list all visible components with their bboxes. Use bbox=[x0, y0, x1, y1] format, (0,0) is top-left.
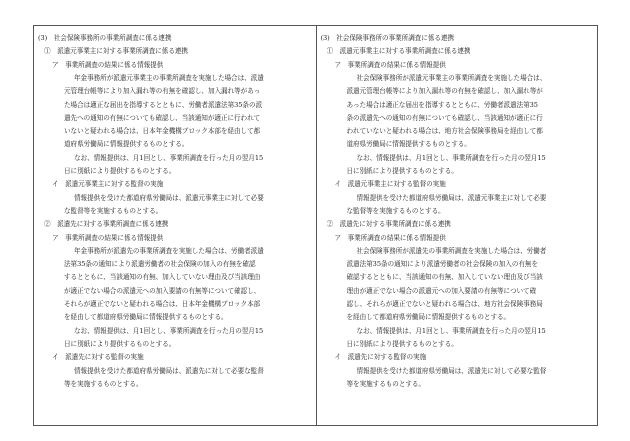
right-column bbox=[316, 26, 598, 425]
comparison-table bbox=[33, 25, 598, 426]
text-line: ア 事業所調査の結果に係る情報提供 bbox=[52, 60, 164, 69]
text-line: 日に別紙により提供するものとする。 bbox=[64, 167, 176, 175]
text-line: を経由して都道府県労働局に情報提供するものとする。 bbox=[64, 313, 228, 322]
text-line: ア 事業所調査の結果に係る情報提供 bbox=[52, 233, 164, 242]
text-line: 情報提供を受けた都道府県労働局は、派遣元事業主に対して必要 bbox=[356, 193, 547, 202]
text-line: ① 派遣元事業主に対する事業所調査に係る連携 bbox=[326, 47, 471, 56]
text-line: あった場合は適正な届出を指導するとともに、労働者派遣法第35 bbox=[346, 100, 538, 109]
text-line: 条の派遣先への通知の有無についても確認し、当該通知が適正に行 bbox=[346, 113, 543, 122]
text-line: (3) 社会保険事務所の事業所調査に係る連携 bbox=[320, 34, 455, 42]
text-line: なお、情報提供は、月1回とし、事業所調査を行った月の翌月15 bbox=[74, 153, 264, 162]
left-column bbox=[34, 26, 316, 425]
text-line: 派遣法第35条の通知により派遣労働者の社会保険の加入の有無を bbox=[346, 260, 539, 269]
text-line: 道府県労働局に情報提供するものとする。 bbox=[64, 140, 189, 149]
text-line: な監督等を実施するものとする。 bbox=[64, 206, 163, 215]
text-line: が適正でない場合の派遣元への加入要請の有無等について確認し、 bbox=[64, 286, 261, 295]
text-line: ① 派遣元事業主に対する事業所調査に係る連携 bbox=[44, 47, 188, 56]
text-line: なお、情報提供は、月1回とし、事業所調査を行った月の翌月15 bbox=[356, 153, 546, 162]
text-line: 遣先への通知の有無についても確認し、当該通知が適正に行われて bbox=[64, 113, 261, 122]
text-line: いないと疑われる場合は、日本年金機構ブロック本部を経由して都 bbox=[64, 127, 261, 136]
text-line: われていないと疑われる場合は、地方社会保険事務局を経由して都 bbox=[346, 127, 543, 136]
text-line: を経由して都道府県労働局に情報提供するものとする。 bbox=[346, 313, 511, 322]
text-line: 等を実施するものとする。 bbox=[64, 379, 143, 388]
text-line: イ 派遣先に対する監督の実施 bbox=[334, 353, 427, 362]
text-line: ② 派遣先に対する事業所調査に係る連携 bbox=[44, 220, 169, 229]
text-line: イ 派遣元事業主に対する監督の実施 bbox=[52, 180, 164, 189]
text-line: 情報提供を受けた都道府県労働局は、派遣先に対して必要な監督 bbox=[356, 366, 547, 375]
text-line: 派遣元管理台帳等により加入漏れ等の有無を確認し、加入漏れ等が bbox=[346, 87, 543, 96]
text-line: ア 事業所調査の結果に係る情報提供 bbox=[334, 233, 446, 242]
text-line: 理由が適正でない場合の派遣元への加入要請の有無等について確 bbox=[346, 286, 537, 295]
text-line: 日に別紙により提供するものとする。 bbox=[64, 339, 176, 348]
text-line: 年金事務所が派遣元事業主の事業所調査を実施した場合は、派遣 bbox=[74, 73, 264, 82]
text-line: 社会保険事務所が派遣先の事業所調査を実施した場合は、労働者 bbox=[356, 246, 547, 255]
text-line: 道府県労働局に情報提供するものとする。 bbox=[346, 140, 471, 149]
text-line: イ 派遣元事業主に対する監督の実施 bbox=[334, 180, 446, 189]
text-line: 日に別紙により提供するものとする。 bbox=[346, 339, 458, 348]
text-line: イ 派遣先に対する監督の実施 bbox=[52, 353, 144, 362]
text-line: 等を実施するものとする。 bbox=[346, 379, 426, 388]
text-line: 社会保険事務所が派遣元事業主の事業所調査を実施した場合は、 bbox=[356, 73, 547, 82]
text-line: なお、情報提供は、月1回とし、事業所調査を行った月の翌月15 bbox=[74, 326, 264, 335]
text-line: 情報提供を受けた都道府県労働局は、派遣元事業主に対して必要 bbox=[74, 193, 264, 202]
text-line: ② 派遣先に対する事業所調査に係る連携 bbox=[326, 220, 451, 229]
text-line: 情報提供を受けた都道府県労働局は、派遣先に対して必要な監督 bbox=[74, 366, 264, 375]
text-line: するとともに、当該通知の有無、加入していない理由及び当該理由 bbox=[64, 273, 261, 282]
text-line: それらが適正でないと疑われる場合は、日本年金機構ブロック本部 bbox=[64, 300, 261, 308]
text-line: ア 事業所調査の結果に係る情報提供 bbox=[334, 60, 446, 69]
text-line: 確認するとともに、当該通知の有無、加入していない理由及び当該 bbox=[346, 273, 543, 282]
text-line: (3) 社会保険事務所の事業所調査に係る連携 bbox=[38, 34, 172, 42]
text-line: 日に別紙により提供するものとする。 bbox=[346, 167, 458, 175]
text-line: 認し、それらが適正でないと疑われる場合は、地方社会保険事務局 bbox=[346, 300, 543, 308]
text-line: な監督等を実施するものとする。 bbox=[346, 206, 445, 215]
text-line: 元管理台帳等により加入漏れ等の有無を確認し、加入漏れ等があっ bbox=[64, 87, 261, 96]
text-line: なお、情報提供は、月1回とし、事業所調査を行った月の翌月15 bbox=[356, 326, 546, 335]
text-line: 法第35条の通知により派遣労働者の社会保険の加入の有無を確認 bbox=[64, 260, 256, 269]
text-line: 年金事務所が派遣先の事業所調査を実施した場合は、労働者派遣 bbox=[74, 246, 264, 255]
text-line: た場合は適正な届出を指導するとともに、労働者派遣法第35条の派 bbox=[64, 100, 263, 109]
